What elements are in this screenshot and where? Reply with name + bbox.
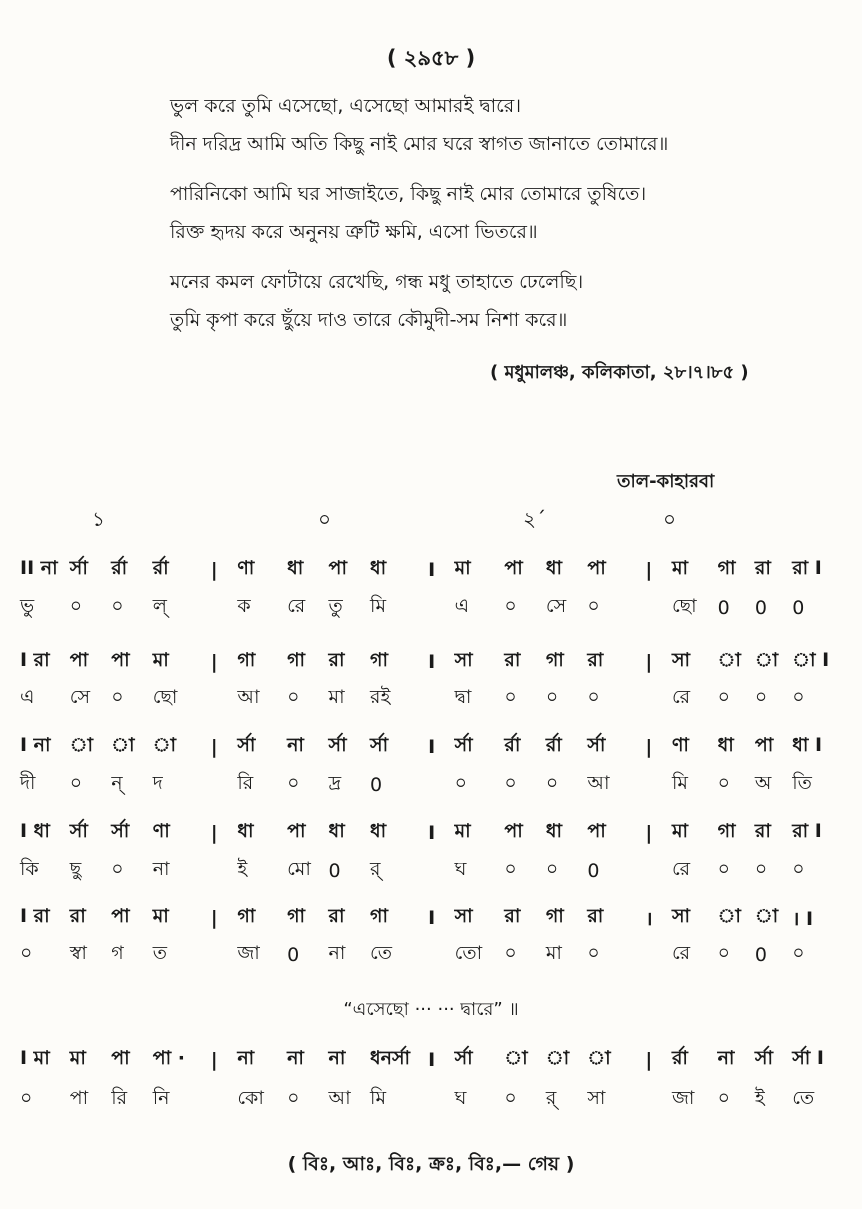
note-cell: I	[428, 822, 436, 844]
lyric-cell: ০	[717, 686, 730, 708]
lyric-cell: ০	[587, 942, 600, 964]
refrain-line: “এসেছো ··· ··· দ্বারে” ॥	[343, 999, 519, 1020]
lyric-cell: ০	[792, 942, 805, 964]
lyric-cell: সে	[69, 686, 91, 708]
notation-row	[20, 903, 842, 933]
lyric-cell: না	[328, 942, 346, 964]
lyric-cell: রি	[111, 1087, 128, 1109]
note-cell: র্সা I	[792, 1047, 824, 1069]
lyric-cell: ছো	[152, 686, 178, 708]
lyric-cell: তে	[792, 1087, 815, 1109]
note-cell: |	[210, 822, 218, 844]
poem-line-1: ভুল করে তুমি এসেছো, এসেছো আমারই দ্বারে।	[170, 95, 522, 117]
note-cell: না	[287, 1047, 304, 1069]
note-cell: |	[645, 651, 653, 673]
note-cell: গা	[237, 649, 256, 671]
note-cell: মা	[671, 557, 688, 579]
note-cell: ধা	[717, 734, 734, 756]
note-cell: পা	[587, 820, 606, 842]
note-cell: র্সা	[370, 734, 389, 756]
lyric-cell: আ	[237, 686, 260, 708]
lyric-cell: তি	[792, 772, 812, 794]
lyric-cell: এ	[454, 595, 470, 617]
lyric-cell: ০	[287, 772, 300, 794]
lyric-cell: এ	[20, 686, 35, 708]
lyric-row	[20, 940, 842, 970]
lyric-cell: ০	[587, 686, 600, 708]
note-cell: II না	[20, 557, 58, 579]
note-cell: র্সা	[328, 734, 347, 756]
note-cell: র্সা	[454, 734, 473, 756]
lyric-cell: ০	[545, 858, 559, 880]
note-cell: পা	[111, 649, 130, 671]
note-cell: গা	[545, 905, 564, 927]
lyric-cell: ঘ	[454, 858, 467, 880]
lyric-row	[20, 856, 842, 886]
note-cell: |	[645, 822, 653, 844]
note-cell: গা	[370, 649, 388, 671]
lyric-cell: তু	[328, 595, 343, 617]
note-cell: I মা	[20, 1047, 50, 1069]
note-cell: ণা	[237, 557, 255, 579]
note-cell: ধা	[237, 820, 254, 842]
lyric-cell: 0	[370, 774, 383, 796]
note-cell: |	[645, 559, 653, 581]
poem-line-3: পারিনিকো আমি ঘর সাজাইতে, কিছু নাই মোর তোমারে তুষিতে।	[170, 183, 647, 205]
lyric-cell: ত	[152, 942, 167, 964]
lyric-cell: ০	[587, 595, 600, 617]
note-cell: র্সা	[111, 820, 130, 842]
lyric-cell: দী	[20, 772, 36, 794]
lyric-cell: ছো	[671, 595, 697, 617]
note-cell: |	[645, 736, 653, 758]
lyric-cell: গ	[111, 942, 124, 964]
note-cell: া	[545, 1047, 570, 1069]
lyric-cell: ০	[717, 942, 730, 964]
lyric-cell: দ্র	[328, 772, 342, 794]
note-cell: পা ·	[152, 1047, 185, 1069]
note-cell: রা	[328, 649, 345, 671]
note-cell: রা	[754, 557, 771, 579]
lyric-cell: রই	[370, 686, 391, 708]
lyric-cell: কি	[20, 858, 39, 880]
poem-credit: ( মধুমালঞ্চ, কলিকাতা, ২৮।৭।৮৫ )	[490, 362, 749, 383]
lyric-cell: ০	[69, 595, 83, 617]
lyric-cell: আ	[328, 1087, 351, 1109]
note-cell: I	[428, 559, 436, 581]
note-cell: া	[717, 905, 741, 927]
lyric-cell: রে	[287, 595, 306, 617]
lyric-cell: ০	[504, 858, 517, 880]
lyric-cell: ০	[545, 686, 559, 708]
lyric-cell: ০	[504, 595, 517, 617]
page-number: ( ২৯৫৮ )	[386, 46, 476, 70]
notation-row	[20, 1045, 842, 1075]
beat-marker-3: ২´	[523, 507, 547, 531]
lyric-cell: ০	[111, 858, 124, 880]
note-cell: রা	[754, 820, 771, 842]
note-cell: র্সা	[69, 820, 88, 842]
poem-line-4: রিক্ত হৃদয় করে অনুনয় ত্রুটি ক্ষমি, এসো ভিতরে॥	[170, 221, 538, 243]
note-cell: রা	[504, 905, 521, 927]
notation-row	[20, 647, 842, 677]
note-cell: রা	[504, 649, 521, 671]
note-cell: রা	[587, 649, 604, 671]
note-cell: I রা	[20, 905, 50, 927]
note-cell: গা	[717, 557, 736, 579]
lyric-cell: ০	[454, 772, 467, 794]
lyric-cell: ০	[754, 858, 768, 880]
note-cell: র্সা	[237, 734, 256, 756]
note-cell: ধা	[328, 820, 345, 842]
lyric-cell: ল্	[152, 595, 167, 617]
note-cell: ধনর্সা	[370, 1047, 411, 1069]
lyric-cell: ০	[504, 1087, 517, 1109]
lyric-cell: মা	[328, 686, 345, 708]
lyric-cell: ই	[237, 858, 248, 880]
note-cell: পা	[504, 820, 523, 842]
note-cell: I	[428, 736, 436, 758]
lyric-cell: ০	[287, 1087, 300, 1109]
lyric-cell: আ	[587, 772, 610, 794]
lyric-cell: জা	[671, 1087, 695, 1109]
lyric-cell: ০	[69, 772, 83, 794]
poem-line-5: মনের কমল ফোটায়ে রেখেছি, গন্ধ মধু তাহাতে ঢেলেছি।	[170, 271, 584, 293]
lyric-cell: তো	[454, 942, 483, 964]
lyric-cell: ০	[717, 1087, 730, 1109]
note-cell: র্সা	[454, 1047, 473, 1069]
lyric-cell: ই	[754, 1087, 765, 1109]
lyric-cell: র্	[370, 858, 381, 880]
poem-line-2: দীন দরিদ্র আমি অতি কিছু নাই মোর ঘরে স্বাগত জানাতে তোমারে॥	[170, 133, 669, 155]
note-cell: ধা I	[792, 734, 823, 756]
lyric-cell: ০	[20, 1087, 33, 1109]
lyric-cell: মি	[370, 1087, 387, 1109]
note-cell: গা	[545, 649, 564, 671]
note-cell: র্রা	[504, 734, 521, 756]
note-cell: মা	[671, 820, 688, 842]
lyric-cell: রে	[671, 686, 691, 708]
beat-marker-4: ০	[663, 507, 677, 531]
footer-instruction: ( বিঃ, আঃ, বিঃ, ক্রঃ, বিঃ,— গেয় )	[287, 1153, 575, 1175]
lyric-cell: ০	[287, 686, 300, 708]
note-cell: সা	[454, 905, 473, 927]
note-cell: I না	[20, 734, 51, 756]
lyric-cell: ০	[717, 772, 730, 794]
lyric-cell: মি	[671, 772, 688, 794]
note-cell: া I	[792, 649, 830, 671]
lyric-cell: স্বা	[69, 942, 87, 964]
notation-row	[20, 818, 842, 848]
note-cell: I	[428, 1049, 436, 1071]
note-cell: া	[717, 649, 741, 671]
lyric-cell: 0	[792, 597, 805, 619]
note-cell: না	[287, 734, 304, 756]
lyric-cell: ভু	[20, 595, 35, 617]
lyric-cell: ০	[504, 772, 517, 794]
lyric-cell: পা	[69, 1087, 89, 1109]
note-cell: I ধা	[20, 820, 50, 842]
lyric-cell: ০	[545, 772, 559, 794]
note-cell: |	[645, 1049, 653, 1071]
lyric-cell: তে	[370, 942, 392, 964]
note-cell: া	[587, 1047, 611, 1069]
note-cell: পা	[587, 557, 606, 579]
note-cell: পা	[69, 649, 89, 671]
lyric-cell: ০	[504, 942, 517, 964]
note-cell: পা	[754, 734, 774, 756]
note-cell: র্রা	[545, 734, 562, 756]
note-cell: পা	[287, 820, 306, 842]
note-cell: র্সা	[754, 1047, 773, 1069]
lyric-cell: 0	[754, 597, 767, 619]
lyric-cell: 0	[754, 944, 767, 966]
note-cell: I	[428, 907, 436, 929]
note-cell: ।	[645, 908, 653, 930]
lyric-cell: 0	[717, 597, 730, 619]
lyric-cell: রে	[671, 858, 691, 880]
note-cell: |	[210, 651, 218, 673]
lyric-cell: সে	[545, 595, 567, 617]
note-cell: া	[504, 1047, 528, 1069]
note-cell: র্সা	[69, 557, 88, 579]
note-cell: না	[237, 1047, 255, 1069]
lyric-cell: ০	[754, 686, 768, 708]
lyric-cell: কো	[237, 1087, 264, 1109]
note-cell: গা	[287, 905, 306, 927]
lyric-row	[20, 1085, 842, 1115]
note-cell: া	[754, 649, 779, 671]
note-cell: ধা	[545, 557, 563, 579]
lyric-cell: ন্	[111, 772, 123, 794]
note-cell: পা	[504, 557, 523, 579]
note-cell: গা	[717, 820, 736, 842]
lyric-row	[20, 593, 842, 623]
lyric-cell: ০	[111, 595, 124, 617]
lyric-cell: 0	[587, 860, 600, 882]
note-cell: র্সা	[587, 734, 606, 756]
note-cell: সা	[671, 649, 690, 671]
note-cell: না	[717, 1047, 735, 1069]
note-cell: । I	[792, 908, 814, 930]
note-cell: ধা	[370, 557, 387, 579]
note-cell: া	[754, 905, 779, 927]
note-cell: ধা	[370, 820, 387, 842]
lyric-cell: অ	[754, 772, 772, 794]
lyric-cell: ০	[792, 858, 805, 880]
note-cell: মা	[152, 905, 169, 927]
note-cell: |	[210, 559, 218, 581]
beat-marker-2: ০	[318, 507, 332, 531]
note-cell: পা	[111, 1047, 130, 1069]
lyric-cell: 0	[287, 944, 300, 966]
note-cell: পা	[328, 557, 347, 579]
lyric-cell: রি	[237, 772, 254, 794]
lyric-cell: নি	[152, 1087, 170, 1109]
notation-row	[20, 555, 842, 585]
lyric-cell: ০	[111, 686, 124, 708]
lyric-row	[20, 770, 842, 800]
note-cell: |	[210, 1049, 218, 1071]
lyric-cell: রে	[671, 942, 691, 964]
note-cell: া	[111, 734, 135, 756]
note-cell: |	[210, 907, 218, 929]
note-cell: রা I	[792, 557, 822, 579]
lyric-cell: 0	[328, 860, 341, 882]
lyric-cell: ক	[237, 595, 251, 617]
note-cell: মা	[454, 557, 471, 579]
note-cell: র্রা	[111, 557, 128, 579]
lyric-cell: না	[152, 858, 170, 880]
note-cell: মা	[152, 649, 169, 671]
note-cell: মা	[69, 1047, 86, 1069]
note-cell: রা	[69, 905, 86, 927]
poem-line-6: তুমি কৃপা করে ছুঁয়ে দাও তারে কৌমুদী-সম নিশা করে॥	[170, 309, 568, 331]
note-cell: সা	[671, 905, 690, 927]
note-cell: পা	[111, 905, 130, 927]
note-cell: ধা	[287, 557, 304, 579]
taal-label: তাল-কাহারবা	[617, 471, 715, 492]
note-cell: গা	[287, 649, 306, 671]
lyric-row	[20, 684, 842, 714]
lyric-cell: ০	[20, 942, 33, 964]
note-cell: I	[428, 651, 436, 673]
note-cell: ধা	[545, 820, 563, 842]
lyric-cell: সা	[587, 1087, 606, 1109]
lyric-cell: ছু	[69, 858, 82, 880]
lyric-cell: জা	[237, 942, 260, 964]
note-cell: I রা	[20, 649, 50, 671]
lyric-cell: মি	[370, 595, 387, 617]
note-cell: গা	[237, 905, 256, 927]
note-cell: রা	[587, 905, 604, 927]
note-cell: ণা	[671, 734, 689, 756]
note-cell: ণা	[152, 820, 170, 842]
lyric-cell: দ্বা	[454, 686, 472, 708]
lyric-cell: ০	[504, 686, 517, 708]
note-cell: র্রা	[152, 557, 169, 579]
note-cell: সা	[454, 649, 473, 671]
note-cell: া	[69, 734, 94, 756]
note-cell: া	[152, 734, 177, 756]
notation-row	[20, 732, 842, 762]
lyric-cell: মা	[545, 942, 562, 964]
note-cell: গা	[370, 905, 388, 927]
lyric-cell: ০	[792, 686, 805, 708]
lyric-cell: ০	[717, 858, 730, 880]
note-cell: না	[328, 1047, 346, 1069]
note-cell: |	[210, 736, 218, 758]
beat-marker-1: ১	[92, 507, 105, 531]
note-cell: রা I	[792, 820, 822, 842]
lyric-cell: ঘ	[454, 1087, 467, 1109]
note-cell: মা	[454, 820, 471, 842]
lyric-cell: দ	[152, 772, 163, 794]
lyric-cell: র্	[545, 1087, 557, 1109]
lyric-cell: মো	[287, 858, 311, 880]
note-cell: রা	[328, 905, 345, 927]
note-cell: র্রা	[671, 1047, 688, 1069]
